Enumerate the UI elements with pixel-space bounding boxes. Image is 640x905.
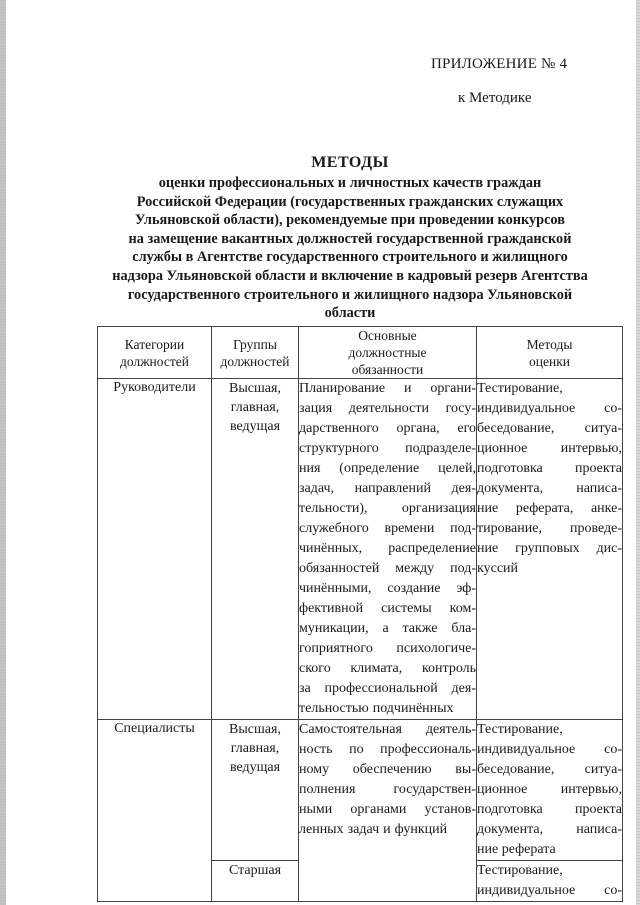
- duty-line: ского климата, контроль: [299, 661, 476, 676]
- duty-line: ными органами установ-: [299, 802, 476, 817]
- group-text: ведущая: [229, 419, 281, 434]
- title-line: государственного строительного и жилищного надзора Ульяновской: [127, 286, 573, 303]
- method-line: беседование, ситуа-: [477, 421, 622, 436]
- duty-line: чинёнными, создание эф-: [299, 581, 476, 596]
- group-text: главная,: [230, 741, 280, 756]
- method-line: тирование, проведе-: [477, 521, 622, 536]
- title-line: Ульяновской области), рекомендуемые при проведении конкурсов: [135, 212, 565, 229]
- group-text: Высшая,: [229, 381, 281, 396]
- duty-line: служебного времени под-: [299, 521, 476, 536]
- header-categories: [98, 327, 212, 379]
- duty-line: гоприятного психологиче-: [299, 641, 476, 656]
- group-text: Старшая: [228, 863, 282, 878]
- title-line: оценки профессиональных и личностных качеств граждан: [158, 175, 542, 191]
- header-duties: [299, 327, 477, 379]
- header-text: должностей: [220, 353, 290, 369]
- group-text: Высшая,: [229, 722, 281, 737]
- duty-line: тельности), организация: [299, 501, 476, 516]
- duty-line: фективной системы ком-: [299, 601, 476, 616]
- duty-line: ность по профессиональ-: [299, 742, 476, 757]
- groups-cell: [212, 861, 299, 902]
- title-line: службы в Агентстве государственного строительного и жилищного: [132, 249, 568, 266]
- appendix-label: ПРИЛОЖЕНИЕ № 4: [431, 56, 568, 72]
- duty-line: тельностью подчинённых: [299, 701, 454, 716]
- duty-line: полнения государствен-: [299, 782, 476, 797]
- method-line: ционное интервью,: [477, 782, 622, 797]
- title-heading: МЕТОДЫ: [311, 154, 389, 171]
- method-line: ние реферата: [477, 842, 556, 857]
- duty-line: за профессиональной дея-: [299, 681, 476, 696]
- header-text: должностей: [120, 353, 189, 369]
- appendix-reference: к Методике: [458, 90, 532, 106]
- scan-edge-right: [636, 0, 640, 905]
- method-line: ционное интервью,: [477, 441, 622, 456]
- table-row: [98, 720, 623, 861]
- method-line: документа, написа-: [477, 481, 622, 496]
- method-line: подготовка проекта: [477, 802, 622, 817]
- duty-line: Планирование и органи-: [299, 381, 476, 396]
- groups-cell: [212, 379, 299, 720]
- category-text: Руководители: [113, 380, 196, 395]
- category-cell: [98, 379, 212, 720]
- header-text: Категории: [124, 336, 185, 352]
- document-title: [90, 154, 610, 323]
- header-groups: [212, 327, 299, 379]
- header-methods: [477, 327, 623, 379]
- duties-cell: [299, 379, 477, 720]
- method-line: индивидуальное со-: [477, 742, 622, 757]
- methods-cell: [477, 720, 623, 861]
- title-line: области: [324, 305, 376, 322]
- header-text: должностные: [348, 345, 427, 360]
- method-line: Тестирование,: [477, 381, 563, 396]
- scan-edge-left: [0, 0, 6, 905]
- header-text: оценки: [529, 353, 570, 369]
- header-text: Методы: [526, 336, 573, 352]
- method-line: Тестирование,: [477, 863, 563, 878]
- methods-table: [97, 326, 623, 902]
- title-line: на замещение вакантных должностей государственной гражданской: [128, 230, 572, 247]
- duty-line: чинённых, распределение: [299, 541, 476, 556]
- header-text: Группы: [233, 336, 277, 352]
- category-cell: [98, 720, 212, 902]
- group-text: главная,: [230, 400, 280, 415]
- method-line: ние групповых дис-: [477, 541, 622, 556]
- duties-cell: [299, 720, 477, 902]
- title-line: Российской Федерации (государственных гражданских служащих: [136, 193, 564, 210]
- table-row: [98, 379, 623, 720]
- methods-cell: [477, 379, 623, 720]
- groups-cell: [212, 720, 299, 861]
- method-line: Тестирование,: [477, 722, 563, 737]
- method-line: индивидуальное со-: [477, 883, 622, 898]
- methods-cell: [477, 861, 623, 902]
- duty-line: дарственного органа, его: [299, 421, 476, 436]
- duty-line: Самостоятельная деятель-: [299, 722, 476, 737]
- duty-line: ния (определение целей,: [299, 461, 476, 476]
- duty-line: ному обеспечению вы-: [299, 762, 476, 777]
- method-line: беседование, ситуа-: [477, 762, 622, 777]
- duty-line: обязанностей между под-: [299, 561, 476, 576]
- group-text: ведущая: [229, 760, 281, 775]
- method-line: куссий: [477, 561, 519, 576]
- duty-line: зация деятельности госу-: [299, 401, 476, 416]
- method-line: индивидуальное со-: [477, 401, 622, 416]
- table-header-row: [98, 327, 623, 379]
- method-line: документа, написа-: [477, 822, 622, 837]
- header-text: Основные: [358, 328, 417, 343]
- duty-line: муникации, а также бла-: [299, 621, 476, 636]
- title-line: надзора Ульяновской области и включение в кадровый резерв Агентства: [112, 267, 588, 284]
- duty-line: структурного подразделе-: [299, 441, 476, 456]
- duty-line: задач, направлений дея-: [299, 481, 476, 496]
- category-text: Специалисты: [114, 721, 195, 736]
- duty-line: ленных задач и функций: [299, 822, 448, 837]
- header-text: обязанности: [351, 362, 424, 377]
- method-line: подготовка проекта: [477, 461, 622, 476]
- method-line: ние реферата, анке-: [477, 501, 622, 516]
